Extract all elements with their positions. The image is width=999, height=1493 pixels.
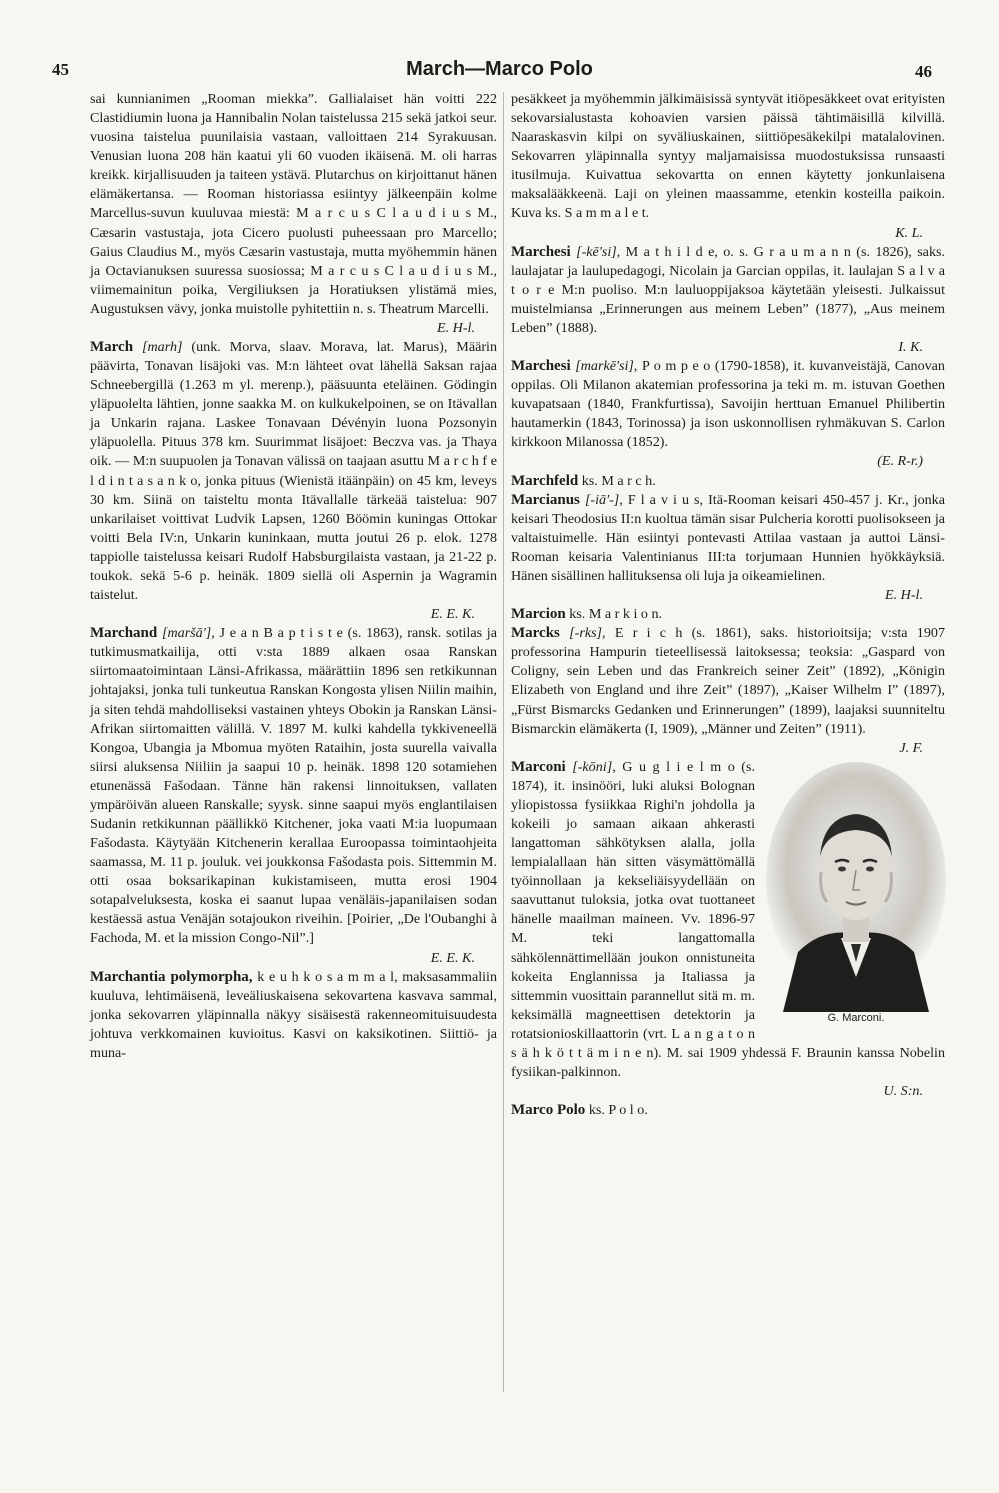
entry-body: k e u h k o s a m m a l, maksasammaliin kuuluva, lehtimäisenä, leveäliuskaisena sekovartena kasvava sammal, jonka sekovarren yläpinnalla näkyy sisäisestä rakenneomituisuudesta johtuva verkkomainen kuvioitus. Kasvi on kaksikotinen. Siittiö- ja muna-: [90, 968, 497, 1061]
marchantia-continuation: pesäkkeet ja myöhemmin jälkimäisissä syntyvät itiöpesäkkeet ovat erityisten sekovarsialustasta kohoavien varsien päissä tähtimäisillä kilvillä. Naaraskasvin kilpi on syväliuskainen, siittiöpesäkekilpi matalalovinen. Sekovarren yläpinnalla syntyy maljamaisissa muodostuksissa runsaasti itusilmuja. Kuivattua sekovartta on ennen käytetty jonkunlaisena maksalääkkeenä. Laji on yleinen maassamme, etenkin kosteilla paikoin. Kuva ks. S a m m a l e t.: [511, 91, 945, 222]
signature: J. F.: [899, 739, 923, 756]
pronunciation: [-kē'si]: [576, 243, 617, 260]
entry-body: , P o m p e o (1790-1858), it. kuvanveistäjä, Canovan oppilas. Oli Milanon akatemian professorina ja teki m. m. istuvan Goethen kuvapatsaan (1840, Frankfurtissa), Savoijin herttuan Emanuel Philibertin hautamerkin (1843, Torinossa) ja ison uskonnollisen ryhmäkuvan S. Carlon kirkkoon Milanossa (1852).: [511, 358, 945, 451]
headword: Marchantia polymorpha,: [90, 968, 253, 985]
entry-marchesi-mathilde: [511, 243, 945, 338]
pronunciation: [-kōni]: [572, 758, 613, 775]
signature: E. H-l.: [885, 587, 923, 604]
headword: Marchfeld: [511, 472, 579, 489]
headword: Marchesi: [511, 358, 571, 375]
entry-body: ks. M a r k i o n.: [565, 606, 663, 623]
entry-marconi: [511, 758, 945, 1082]
headword: Marchand: [90, 625, 158, 642]
marcellus-continuation: sai kunnianimen „Rooman miekka”. Gallialaiset hän voitti 222 Clastidiumin luona ja Hannibalin Nolan taistelussa 215 sekä jatkoi seur. vuosina taistelua puunilaisia vastaan, valloittaen 214 Syrakuusan. Venusian luona 208 hän kaatui yli 60 vuoden ikäisenä. M. oli harras kreikk. kirjallisuuden ja taiteen ystävä. Plutarchus on kirjoittanut hänen elämäkertansa. — Rooman historiassa esiintyy jälkeenpäin kolme Marcellus-suvun kuuluvaa miestä: M a r c u s C l a u d i u s M., Cæsarin vastustaja, jota Cicero puolusti puheessaan pro Marcello; Gaius Claudius M., myös Cæsarin vastustaja, mutta myöhemmin hänen ja Octavianuksen suuressa suosiossa; M a r c u s C l a u d i u s M., viimemainitun poika, Vergiliuksen ja Horatiuksen ylistämä mies, Augustuksen vävy, jonka muistolle pyhitettiin n. s. Theatrum Marcelli.: [90, 91, 497, 317]
headword: Marchesi: [511, 243, 571, 260]
headword: Marco Polo: [511, 1102, 586, 1119]
entry-body: ks. M a r c h.: [578, 472, 656, 489]
entry-marchand: [90, 624, 497, 948]
page-number-left: 45: [52, 60, 69, 79]
entry-marco-polo: [511, 1101, 945, 1120]
headword: Marcks: [511, 625, 560, 642]
signature: E. E. K.: [430, 606, 475, 623]
headword: Marcianus: [511, 491, 580, 508]
entry-march: [90, 338, 497, 605]
headword: Marconi: [511, 758, 566, 775]
headword: March: [90, 339, 134, 356]
pronunciation: [-iā'-]: [584, 491, 620, 508]
page-header: [0, 0, 999, 90]
signature: (E. R-r.): [877, 453, 923, 470]
pronunciation: [maršā']: [161, 625, 212, 642]
entry-marchantia: [90, 968, 497, 1063]
entry-body: , F l a v i u s, Itä-Rooman keisari 450-457 j. Kr., jonka keisari Theodosius II:n kuoltua tämän sisar Pulcheria korotti puolisokseen ja valtaistuimelle. Hän esiintyi pontevasti Attilaa vastaan ja auttoi Länsi-Rooman keisaria Valentinianus III:ta torjumaan Hunnien hyökkäyksiä. Hänen sisällinen hallituksensa oli luja ja oikeamielinen.: [511, 491, 945, 584]
signature: E. H-l.: [437, 319, 475, 336]
portrait-illustration: [763, 762, 949, 1012]
entry-marcianus: [511, 491, 945, 586]
running-title: March—Marco Polo: [406, 58, 593, 80]
signature: I. K.: [898, 339, 923, 356]
entry-body: , G u g l i e l m o (s. 1874), it. insinööri, luki aluksi Bolognan yliopistossa fysiikkaa Righi'n johdolla ja kokeili jo samaan aikaan ahkerasti langattoman sähkötyksen alalla, jolla lempialallaan hän sitten väsymättömällä työinnollaan ja kekseliäisyydellään on saavuttanut tuloksia, jotka ovat tuottaneet hänelle maailman maineen. Vv. 1896-97 M. teki langattomalla sähkölennättimellään joukon onnistuneita kokeita Englannissa ja Italiassa ja sittemmin vuosittain parannellut sitä m. m. keksimällä magneettisen detektorin ja rotatsionioskillaattorin (vrt. L a n g a t o n s ä h k ö t t ä m i n e n). M. sai 1909 yhdessä F. Braunin kanssa Nobelin fysiikan-palkinnon.: [511, 758, 945, 1080]
entry-marchesi-pompeo: [511, 357, 945, 452]
marconi-portrait: [763, 762, 949, 1028]
entry-marcks: [511, 624, 945, 738]
entry-body: , E r i c h (s. 1861), saks. historioitsija; v:sta 1907 professorina Hampurin tieteellisessä laitoksessa; teoksia: „Gaspard von Coligny, sein Leben und das Frankreich seiner Zeit” (1892), „Königin Elizabeth von England und ihre Zeit” (1897), „Kaiser Wilhelm I” (1897), „Fürst Bismarcks Gedanken und Erinnerungen” (1899), laajaksi suunniteltu Bismarckin elämäkerta (I, 1909), „Männer und Zeiten” (1911).: [511, 625, 945, 737]
signature: U. S:n.: [883, 1083, 923, 1100]
portrait-caption: G. Marconi.: [827, 1011, 885, 1024]
signature: K. L.: [895, 224, 923, 241]
right-column: [511, 90, 945, 1120]
entry-body: , J e a n B a p t i s t e (s. 1863), ransk. sotilas ja tutkimusmatkailija, otti v:sta 1889 alkaen osaa Ranskan siirtomaatoimintaan Länsi-Afrikassa, määrättiin 1896 sen retkikunnan johtajaksi, jonka tuli tunkeutua Ranskan Kongosta ylisen Niilin maihin, ja siten tehdä mahdolliseksi vastainen yhteys Obokin ja Ranskan Länsi-Afrikan siirtomaitten välillä. V. 1897 M. kulki kahdella tykkiveneellä Kongoa, Ubangia ja Mbomua myöten Rataihin, josta suurella vaivalla siirsi aluksensa Niiliin ja saapui 10 p. heinäk. 1898 120 sotamiehen etunenässä Fašodaan. Tänne hän rakensi linnoituksen, vallaten ympäröivän alueen Ranskalle; syysk. sinne saapui myös englantilaisen Sudanin retkikunnan päällikkö Kitchener, joka vaati M:ia luopumaan Fašodasta. Käytyään Kitchenerin kerallaa Euroopassa toimintaohjeita saamassa, M. 11 p. jouluk. vei joukkonsa Fašodasta pois. Sittemmin M. otti osaa boksarikapinan kukistamiseen, mutta erosi 1904 sotapalveluksesta, koska ei saanut lupaa venäläis-japanilaisen sodan kestäessä astua Venäjän sotajoukon riveihin. [Poirier, „De l'Oubanghi à Fachoda, M. et la mission Congo-Nil”.]: [90, 625, 497, 947]
entry-body: ks. P o l o.: [585, 1102, 648, 1119]
entry-body: , M a t h i l d e, o. s. G r a u m a n n (s. 1826), saks. laulajatar ja laulupedagogi, Nicolain ja Garcian oppilas, it. laulajan S a l v a t o r e M:n puoliso. M:n lauluoppijaksoa käytetään yleisesti. Julkaissut muistelmiansa „Erinnerungen aus meinem Leben” (1877), „Aus meinem Leben” (1888).: [511, 243, 945, 336]
pronunciation: [markē'si]: [575, 358, 634, 375]
entry-body: (unk. Morva, slaav. Morava, lat. Marus), Määrin päävirta, Tonavan lisäjoki vas. M:n lähteet ovat lähellä Saksan rajaa Schneebergillä (1.263 m yl. merenp.), pääsuunta eteläinen. Gödingin yläpuolelta lähtien, jonne saakka M. on kulkukelpoinen, se on Itävallan ja Unkarin rajana. Laskee Tonavaan Dévényin luona Pozsonyin yläpuolella. Pituus 378 km. Suurimmat lisäjoet: Beczva vas. ja Thaya oik. — M:n suupuolen ja Tonavan välissä on taajaan asuttu M a r c h f e l d i n t a s a n k o, jonka pituus (Wienistä itäänpäin) on 45 km, leveys 30 km. Siinä on taisteltu monta Itävallalle tärkeää taistelua: 907 unkarilaiset voittivat Ludvik Lapsen, 1260 Böömin kuningas Ottokar voitti Bela IV:n, Unkarin kuninkaan, mutta joutui 26 p. elok. 1278 tappiolle taistelussa keisari Rudolf Habsburgilaista vastaan, ja 21-22 p. toukok. sekä 5-6 p. heinäk. 1809 siellä oli Aspernin ja Wagramin taistelut.: [90, 339, 497, 604]
page-number-right: 46: [915, 62, 932, 81]
pronunciation: [marh]: [142, 339, 183, 356]
pronunciation: [-rks]: [569, 625, 603, 642]
entry-marcion: [511, 605, 945, 624]
column-divider: [503, 92, 504, 1392]
left-column: [90, 90, 497, 1063]
signature: E. E. K.: [430, 949, 475, 966]
entry-marchfeld: [511, 472, 945, 491]
headword: Marcion: [511, 606, 566, 623]
